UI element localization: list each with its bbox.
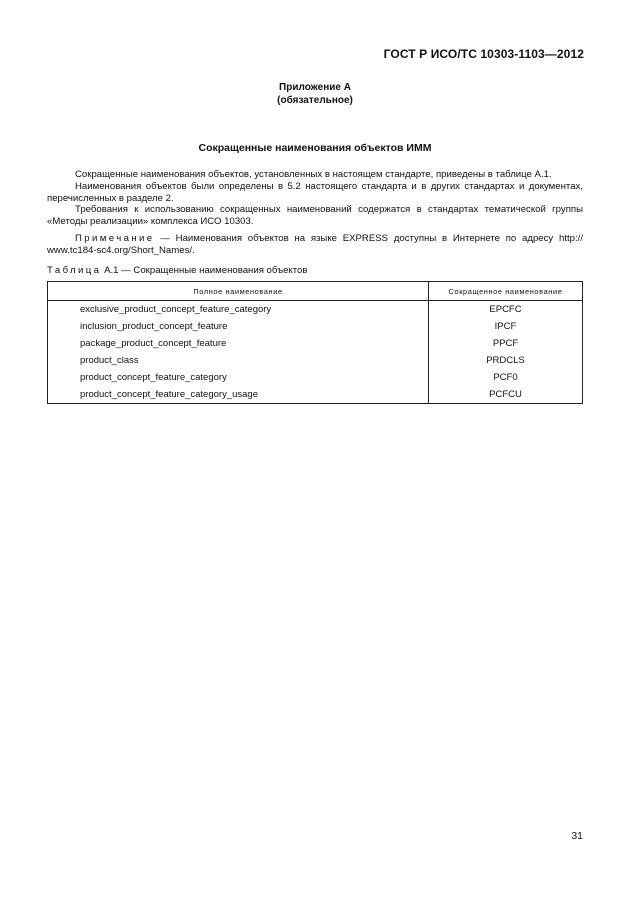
full-name-cell: inclusion_product_concept_feature [48, 318, 429, 335]
full-name-cell: product_class [48, 352, 429, 369]
table-row [48, 301, 583, 319]
section-title: Сокращенные наименования объектов ИММ [198, 142, 432, 154]
table-row [48, 318, 583, 335]
table-row [48, 386, 583, 404]
annex-status: (обязательное) [277, 95, 353, 106]
short-name-cell: PCF0 [429, 369, 583, 386]
paragraph-3-text: Требования к использованию сокращенных наименований содержатся в стандартах тематической группы «Методы реализации» комплекса ИСО 10303. [47, 204, 583, 227]
full-name-cell: product_concept_feature_category [48, 369, 429, 386]
table-row [48, 335, 583, 352]
page-number: 31 [571, 830, 583, 842]
short-name-cell: PPCF [429, 335, 583, 352]
table-row [48, 369, 583, 386]
full-name-cell: package_product_concept_feature [48, 335, 429, 352]
paragraph-2-text: Наименования объектов были определены в 5.2 настоящего стандарта и в других стандартах и документах, перечисленных в разделе 2. [47, 181, 583, 204]
short-name-cell: IPCF [429, 318, 583, 335]
table-caption-text: А.1 — Сокращенные наименования объектов [101, 265, 308, 276]
paragraph-1 [47, 169, 583, 181]
short-names-table [47, 281, 583, 404]
note-text: — Наименования объектов на языке EXPRESS доступны в Интернете по адресу http:// www.tc184-sc4.org/Short_Names/. [47, 233, 583, 256]
full-name-cell: exclusive_product_concept_feature_category [48, 301, 429, 319]
header-short-name: Сокращенное наименование [429, 282, 583, 301]
short-name-cell: PRDCLS [429, 352, 583, 369]
full-name-cell: product_concept_feature_category_usage [48, 386, 429, 404]
short-name-cell: EPCFC [429, 301, 583, 319]
note-label: Примечание [75, 233, 155, 244]
note-paragraph [47, 233, 583, 256]
table-row [48, 352, 583, 369]
note [47, 233, 583, 256]
table-caption [47, 265, 307, 276]
paragraph-1-text: Сокращенные наименования объектов, установленных в настоящем стандарте, приведены в таблице А.1. [75, 169, 552, 180]
table-caption-label: Таблица [47, 265, 102, 276]
paragraph-3 [47, 204, 583, 227]
annex-heading [0, 81, 630, 107]
paragraph-2 [47, 181, 583, 204]
annex-title: Приложение А [279, 82, 351, 93]
table-header-row [48, 282, 583, 301]
standard-header: ГОСТ Р ИСО/ТС 10303-1103—2012 [383, 47, 584, 61]
short-name-cell: PCFCU [429, 386, 583, 404]
header-full-name: Полное наименование [48, 282, 429, 301]
